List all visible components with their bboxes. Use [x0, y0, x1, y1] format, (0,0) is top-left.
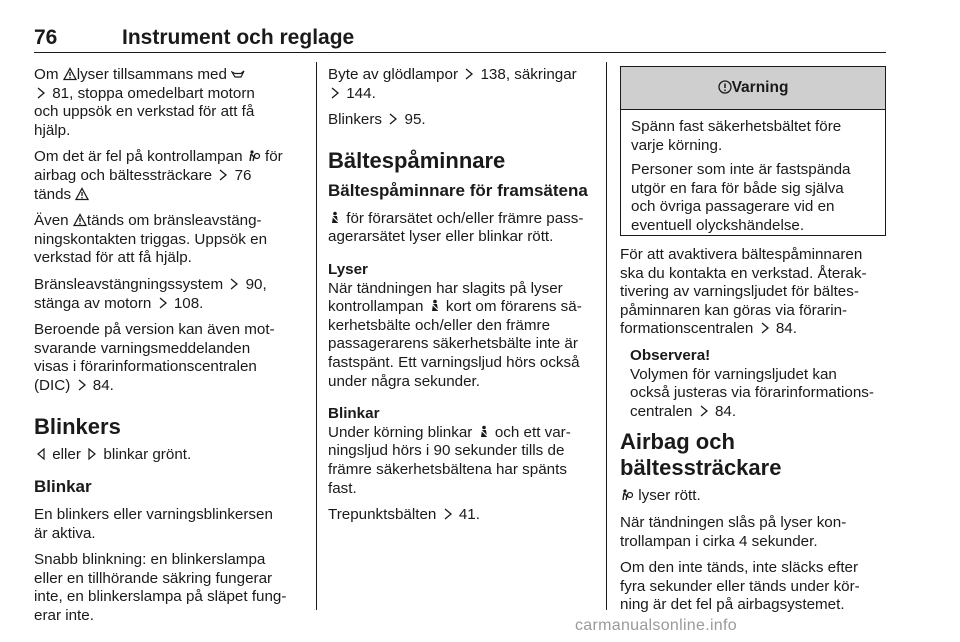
- paragraph: eller blinkar grönt.: [34, 446, 306, 465]
- paragraph: Även tänds om bränsleavstäng- ningskontakten triggas. Uppsök en verkstad för att få hjälp.: [34, 212, 268, 267]
- paragraph: När tändningen slås på lyser kon- trollampan i cirka 4 sekunder.: [620, 513, 847, 550]
- airbag-icon: [620, 488, 634, 502]
- paragraph: Personer som inte är fastspända utgör en fara för både sig själva och övriga passagerare vid en eventuell olyckshändelse.: [631, 161, 851, 234]
- subheading-lyser: Lyser: [328, 260, 368, 278]
- column-divider-1: [316, 62, 317, 610]
- column-3: [620, 246, 890, 623]
- watermark: carmanualsonline.info: [575, 617, 737, 634]
- page-reference-arrow-icon: [462, 67, 476, 81]
- seatbelt-icon: [428, 299, 442, 313]
- warning-title: Varning: [731, 79, 789, 96]
- paragraph: Volymen för varningsljudet kan också justeras via förarinformations- centralen 84.: [630, 365, 874, 420]
- paragraph: Blinkers 95.: [328, 111, 426, 129]
- paragraph: Om det är fel på kontrollampan för airbag och bältessträckare 76 tänds: [34, 148, 283, 203]
- column-divider-2: [606, 62, 607, 610]
- paragraph: för förarsätet och/eller främre pass- agerarsätet lyser eller blinkar rött.: [328, 209, 584, 246]
- paragraph: När tändningen har slagits på lyser kontrollampan kort om förarens sä- kerhetsbälte och/eller den främre passagerarens säkerhetsbälte inte är fastspänt. Ett varningsljud hörs också under några sekunder.: [328, 279, 582, 390]
- paragraph: Beroende på version kan även mot- svarande varningsmeddelanden visas i förarinformationscentralen (DIC) 84.: [34, 321, 275, 394]
- paragraph: Om lyser tillsammans med 81, stoppa omedelbart motorn och uppsök en verkstad för att få hjälp.: [34, 66, 255, 139]
- page-reference-arrow-icon: [441, 507, 455, 521]
- column-2: [328, 66, 598, 533]
- page-number: 76: [34, 26, 58, 49]
- paragraph: Byte av glödlampor 138, säkringar 144.: [328, 66, 577, 102]
- page-reference-arrow-icon: [156, 296, 170, 310]
- airbag-icon: [247, 149, 261, 163]
- seatbelt-icon: [477, 425, 491, 439]
- section-subheading-framsatena: Bältespåminnare för framsätena: [328, 180, 588, 200]
- turn-signal-left-icon: [34, 447, 48, 461]
- page-title: Instrument och reglage: [122, 26, 355, 49]
- warning-box: [620, 66, 886, 236]
- page-reference-arrow-icon: [328, 86, 342, 100]
- warning-body: [621, 110, 885, 250]
- paragraph: Trepunktsbälten 41.: [328, 506, 480, 524]
- seatbelt-icon: [328, 211, 342, 225]
- page-header: [34, 24, 886, 54]
- page-reference-arrow-icon: [75, 378, 89, 392]
- paragraph: För att avaktivera bältespåminnaren ska du kontakta en verkstad. Återak- tivering av varningsljudet för bältes- påminnaren kan göras via förarin- formationscentralen 84.: [620, 246, 867, 338]
- page-reference-arrow-icon: [758, 321, 772, 335]
- warning-triangle-icon: [75, 187, 89, 201]
- warning-triangle-icon: [73, 213, 87, 227]
- header-rule: [34, 52, 886, 53]
- warning-header: [621, 67, 885, 110]
- paragraph: Snabb blinkning: en blinkerslampa eller en tillhörande säkring fungerar inte, en blinkerslampa på släpet fung- erar inte.: [34, 551, 287, 625]
- column-1: [34, 66, 306, 634]
- paragraph: En blinkers eller varningsblinkersen är aktiva.: [34, 506, 273, 542]
- paragraph: Om den inte tänds, inte släcks efter fyra sekunder eller tänds under kör- ning är det fel på airbagsystemet.: [620, 559, 860, 614]
- page-reference-arrow-icon: [34, 86, 48, 100]
- section-heading-airbag: Airbag och bältessträckare: [620, 429, 782, 481]
- section-heading-blinkers: Blinkers: [34, 413, 121, 439]
- paragraph: lyser rött.: [620, 487, 890, 506]
- note-title: Observera!: [630, 346, 711, 364]
- oil-pressure-icon: [231, 67, 245, 81]
- page-reference-arrow-icon: [386, 112, 400, 126]
- paragraph: Spänn fast säkerhetsbältet före varje körning.: [631, 118, 842, 154]
- paragraph: Bränsleavstängningssystem 90, stänga av motorn 108.: [34, 275, 267, 312]
- turn-signal-right-icon: [85, 447, 99, 461]
- paragraph: Under körning blinkar och ett var- ningsljud hörs i 90 sekunder tills de främre säkerhetsbältena har spänts fast.: [328, 423, 571, 497]
- subheading-blinkar: Blinkar: [328, 405, 380, 423]
- section-heading-baltespaminnare: Bältespåminnare: [328, 147, 506, 173]
- page-reference-arrow-icon: [227, 277, 241, 291]
- warning-triangle-icon: [63, 67, 77, 81]
- page-reference-arrow-icon: [697, 404, 711, 418]
- section-subheading-blinkar: Blinkar: [34, 477, 92, 497]
- page-reference-arrow-icon: [216, 168, 230, 182]
- warning-circle-icon: [718, 80, 732, 94]
- note-box: [630, 347, 890, 421]
